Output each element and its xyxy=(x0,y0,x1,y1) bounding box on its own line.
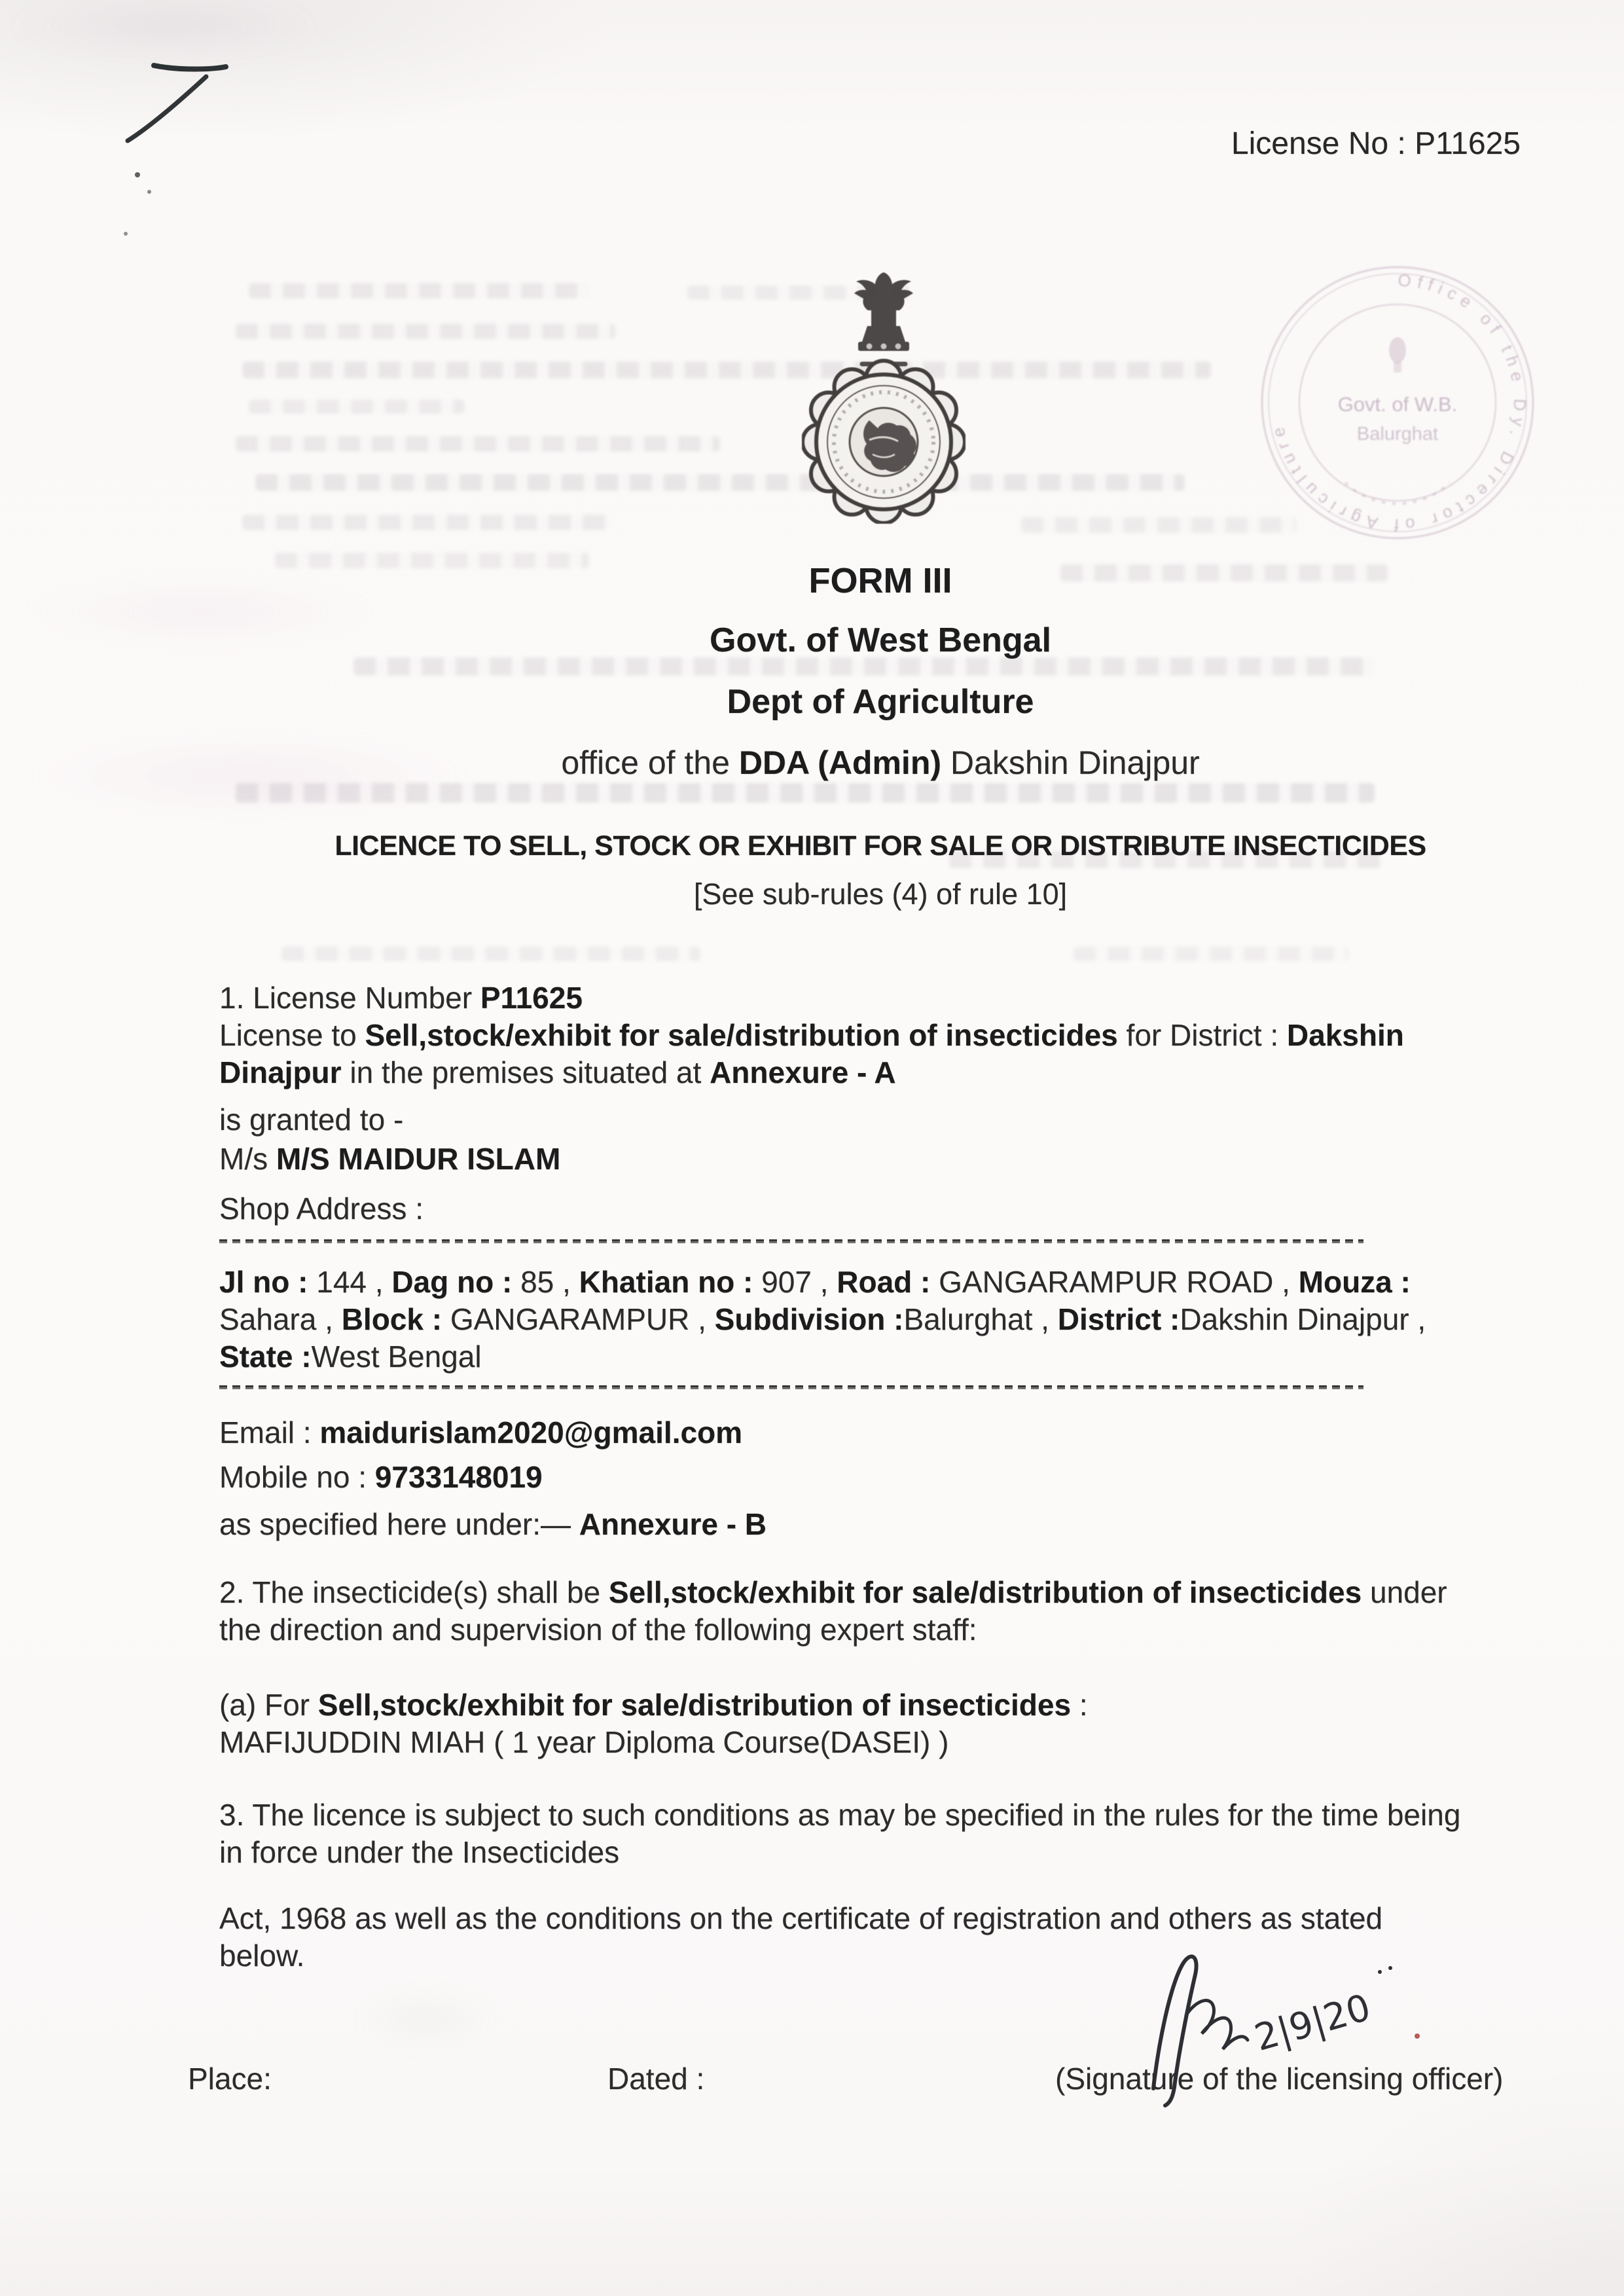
stamp-rim-text: Office of the Dy. Director of Agriculture xyxy=(1267,270,1530,536)
bleedthrough-band xyxy=(1074,947,1348,961)
dashed-separator xyxy=(219,1239,1363,1241)
pen-mark xyxy=(92,36,340,344)
paragraph-3 xyxy=(219,1796,1519,1871)
place-label: Place: xyxy=(188,2062,272,2096)
west-bengal-government-emblem xyxy=(802,268,965,524)
bleedthrough-band xyxy=(242,515,609,530)
red-ink-speck xyxy=(1415,2033,1420,2039)
rosette-seal xyxy=(803,361,965,523)
paragraph-2a xyxy=(219,1686,1519,1761)
body-line: below. xyxy=(219,1939,305,1973)
body-line: MAFIJUDDIN MIAH ( 1 year Diploma Course(DASEI) ) xyxy=(219,1725,949,1759)
stamp-center-line1: Govt. of W.B. xyxy=(1337,393,1458,416)
dashed-separator xyxy=(219,1385,1363,1387)
bleedthrough-band xyxy=(353,657,1375,676)
government-line: Govt. of West Bengal xyxy=(710,621,1051,659)
body-line: in force under the Insecticides xyxy=(219,1835,620,1869)
dated-label: Dated : xyxy=(607,2062,705,2096)
body-line: 1. License Number P11625 xyxy=(219,981,583,1015)
email-line: Email : maidurislam2020@gmail.com xyxy=(219,1415,743,1449)
stamp-emblem-smudge xyxy=(1389,337,1406,363)
bleedthrough-band xyxy=(281,947,700,961)
paragraph-1 xyxy=(219,979,1519,1091)
bleedthrough-band xyxy=(236,783,1375,803)
bleedthrough-band xyxy=(242,361,1211,378)
annexure-line: as specified here under:— Annexure - B xyxy=(219,1507,767,1541)
body-line: 3. The licence is subject to such conditions as may be specified in the rules for the time being xyxy=(219,1798,1461,1832)
stamp-center-line2: Balurghat xyxy=(1356,424,1439,445)
license-number-header: License No : P11625 xyxy=(1231,126,1521,161)
mobile-line: Mobile no : 9733148019 xyxy=(219,1460,543,1494)
address-block xyxy=(219,1264,1519,1376)
address-line: Sahara , Block : GANGARAMPUR , Subdivision :Balurghat , District :Dakshin Dinajpur , xyxy=(219,1302,1426,1336)
bleedthrough-band xyxy=(249,399,465,414)
scan-smudge xyxy=(353,1990,497,2049)
paragraph-2 xyxy=(219,1574,1519,1649)
body-line: Dinajpur in the premises situated at Annexure - A xyxy=(219,1055,896,1089)
department-line: Dept of Agriculture xyxy=(727,683,1034,721)
body-line: 2. The insecticide(s) shall be Sell,stock/exhibit for sale/distribution of insecticides under xyxy=(219,1575,1447,1609)
sub-rule-line: [See sub-rules (4) of rule 10] xyxy=(693,877,1068,911)
licence-heading: LICENCE TO SELL, STOCK OR EXHIBIT FOR SALE OR DISTRIBUTE INSECTICIDES xyxy=(334,830,1426,862)
form-title: FORM III xyxy=(808,561,952,600)
bleedthrough-band xyxy=(236,436,720,452)
body-line: License to Sell,stock/exhibit for sale/distribution of insecticides for District : Dakshin xyxy=(219,1018,1404,1052)
address-line: State :West Bengal xyxy=(219,1339,482,1374)
ashoka-lion-capital-icon xyxy=(854,272,913,351)
office-stamp xyxy=(1247,252,1548,553)
office-line: office of the DDA (Admin) Dakshin Dinajpur xyxy=(561,744,1200,781)
body-line: (a) For Sell,stock/exhibit for sale/distribution of insecticides : xyxy=(219,1688,1088,1722)
body-line: the direction and supervision of the following expert staff: xyxy=(219,1613,977,1647)
body-line: Act, 1968 as well as the conditions on the certificate of registration and others as stated xyxy=(219,1901,1383,1935)
shop-address-label: Shop Address : xyxy=(219,1192,424,1226)
signature-officer-label: (Signature of the licensing officer) xyxy=(1055,2062,1504,2096)
signature-date-scribble: 2|9|20 xyxy=(1250,1986,1375,2060)
address-line: Jl no : 144 , Dag no : 85 , Khatian no : 907 , Road : GANGARAMPUR ROAD , Mouza : xyxy=(219,1265,1411,1299)
bleedthrough-band xyxy=(255,474,1185,491)
granted-line: is granted to - xyxy=(219,1102,404,1137)
grantee-line: M/s M/S MAIDUR ISLAM xyxy=(219,1142,561,1176)
